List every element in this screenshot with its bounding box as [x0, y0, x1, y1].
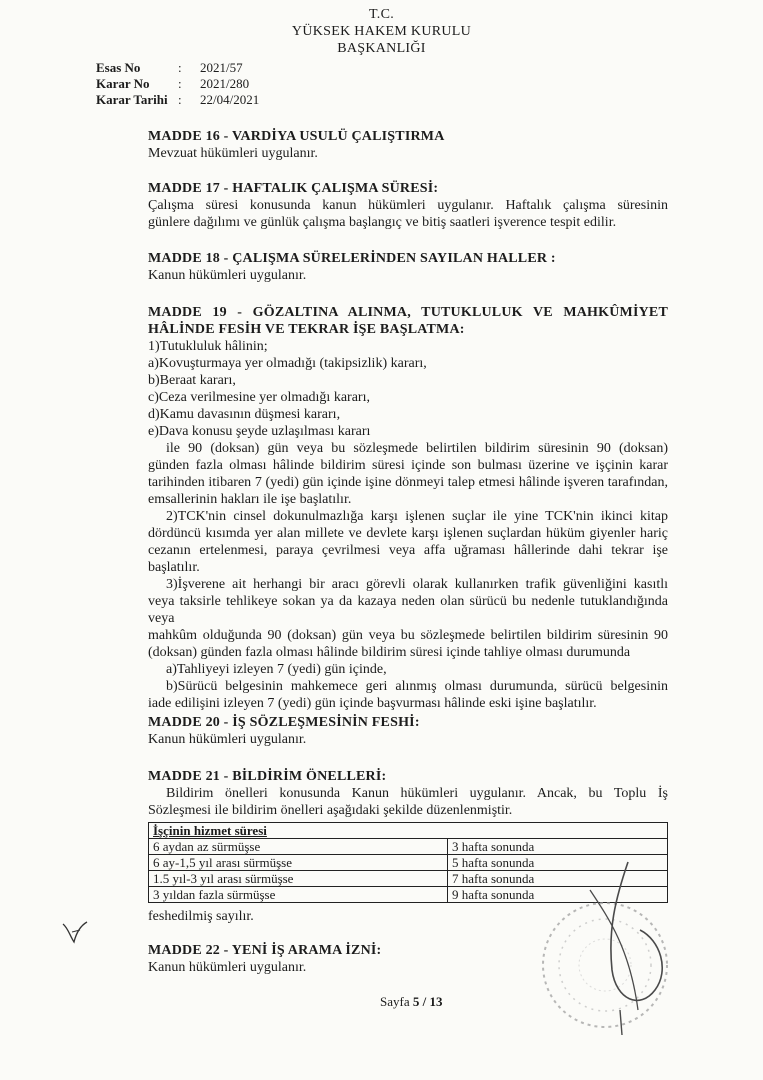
page-label: Sayfa [380, 994, 410, 1009]
meta-value: 2021/280 [200, 76, 250, 91]
meta-value: 2021/57 [200, 60, 243, 75]
header-tc: T.C. [368, 7, 395, 22]
meta-value: 22/04/2021 [200, 92, 260, 107]
page-count: 5 / 13 [412, 994, 443, 1009]
table-cell: 6 aydan az sürmüşse [149, 839, 448, 855]
article-line: 3)İşverene ait herhangi bir aracı görevli olarak kullanırken trafik güvenliğini kasıtlı [166, 577, 668, 592]
article-body: Kanun hükümleri uygulanır. [148, 268, 307, 283]
table-row [149, 839, 668, 855]
article-21 [148, 768, 668, 819]
article-title: MADDE 19 - GÖZALTINA ALINMA, TUTUKLULUK VE MAHKÛMİYET [148, 305, 668, 320]
table-after-text: feshedilmiş sayılır. [148, 909, 254, 924]
article-body-line: Çalışma süresi konusunda kanun hükümleri uygulanır. Haftalık çalışma süresinin [148, 198, 668, 213]
article-body-line: Sözleşmesi ile bildirim önelleri aşağıdaki şekilde düzenlenmiştir. [148, 803, 513, 818]
article-line: 2)TCK'nin cinsel dokunulmazlığa karşı işlenen suçlar ile yine TCK'nin ikinci kitap [166, 509, 668, 524]
table-cell: 5 hafta sonunda [448, 855, 668, 871]
article-body-line: Bildirim önelleri konusunda Kanun hükümleri uygulanır. Ancak, bu Toplu İş [166, 786, 668, 801]
article-line: dördüncü kısımda yer alan millete ve devlete karşı işlenen suçlardan hüküm giyenler hariç [148, 526, 668, 541]
header-presidency: BAŞKANLIĞI [337, 41, 426, 56]
table-cell: 3 hafta sonunda [448, 839, 668, 855]
meta-row-karar [96, 76, 259, 92]
article-line: ile 90 (doksan) gün veya bu sözleşmede belirtilen bildirim süresinin 90 (doksan) [166, 441, 668, 456]
meta-colon: : [178, 92, 182, 107]
article-line: 1)Tutukluluk hâlinin; [148, 339, 268, 354]
article-20 [148, 714, 668, 748]
article-title: MADDE 16 - VARDİYA USULÜ ÇALIŞTIRMA [148, 129, 445, 144]
initials-signature-icon [60, 918, 90, 948]
article-19 [148, 304, 668, 712]
article-16 [148, 128, 668, 162]
meta-colon: : [178, 76, 182, 91]
header-institution: YÜKSEK HAKEM KURULU [291, 24, 472, 39]
article-line: b)Beraat kararı, [148, 373, 236, 388]
article-body-line: günlere dağılımı ve günlük çalışma başlangıç ve bitiş saatleri işverence tespit edilir. [148, 215, 617, 230]
article-17 [148, 180, 668, 231]
meta-row-esas [96, 60, 259, 76]
article-line: emsallerinin hakları ile işe başlatılır. [148, 492, 352, 507]
table-header-row [149, 823, 668, 839]
article-line: c)Ceza verilmesine yer olmadığı kararı, [148, 390, 370, 405]
article-line: günden fazla olması hâlinde bildirim süresi içinde son bulması üzerine ve işçinin karar [148, 458, 668, 473]
case-meta [96, 60, 259, 108]
article-line: a)Kovuşturmaya yer olmadığı (takipsizlik) kararı, [148, 356, 427, 371]
article-line: iade edilişini izleyen 7 (yedi) gün içinde başvurması hâlinde eski işine başlatılır. [148, 696, 597, 711]
article-title: MADDE 21 - BİLDİRİM ÖNELLERİ: [148, 769, 387, 784]
article-body: Mevzuat hükümleri uygulanır. [148, 146, 318, 161]
article-title: MADDE 17 - HAFTALIK ÇALIŞMA SÜRESİ: [148, 181, 439, 196]
article-line: d)Kamu davasının düşmesi kararı, [148, 407, 341, 422]
page-number [380, 994, 442, 1010]
article-body: Kanun hükümleri uygulanır. [148, 732, 307, 747]
article-line: cezanın ertelenmesi, paraya çevrilmesi veya affa uğraması hâllerinde dahi tekrar işe başlatılır. [148, 543, 668, 575]
article-title: MADDE 20 - İŞ SÖZLEŞMESİNİN FESHİ: [148, 715, 420, 730]
stamp-seal-icon [520, 860, 690, 1055]
meta-key: Karar Tarihi [96, 92, 168, 107]
meta-row-tarih [96, 92, 259, 108]
table-header-cell: İşçinin hizmet süresi [149, 823, 668, 839]
article-body: Kanun hükümleri uygulanır. [148, 960, 307, 975]
article-line: veya taksirle tehlikeye sokan ya da kazaya neden olan sürücü bu nedenle tutuklandığında veya [148, 594, 668, 626]
meta-colon: : [178, 60, 182, 75]
article-line: a)Tahliyeyi izleyen 7 (yedi) gün içinde, [166, 662, 387, 677]
table-cell: 6 ay-1,5 yıl arası sürmüşse [149, 855, 448, 871]
table-cell: 7 hafta sonunda [448, 871, 668, 887]
table-cell: 1.5 yıl-3 yıl arası sürmüşse [149, 871, 448, 887]
article-line: e)Dava konusu şeyde uzlaşılması kararı [148, 424, 371, 439]
article-line: b)Sürücü belgesinin mahkemece geri alınmış olması durumunda, sürücü belgesinin [166, 679, 668, 694]
article-line: mahkûm olduğunda 90 (doksan) gün veya bu sözleşmede belirtilen bildirim süresinin 90 [148, 628, 668, 643]
meta-key: Karar No [96, 76, 150, 91]
article-title: MADDE 22 - YENİ İŞ ARAMA İZNİ: [148, 943, 382, 958]
meta-key: Esas No [96, 60, 141, 75]
article-line: tarihinden itibaren 7 (yedi) gün içinde işine dönmeyi talep etmesi hâlinde işveren tarafından, [148, 475, 668, 490]
article-line: (doksan) günden fazla olması hâlinde bildirim süresi içinde tahliye olması durumunda [148, 645, 631, 660]
article-title-cont: HÂLİNDE FESİH VE TEKRAR İŞE BAŞLATMA: [148, 322, 465, 337]
table-cell: 3 yıldan fazla sürmüşse [149, 887, 448, 903]
article-18 [148, 250, 668, 284]
table-cell: 9 hafta sonunda [448, 887, 668, 903]
article-title: MADDE 18 - ÇALIŞMA SÜRELERİNDEN SAYILAN HALLER : [148, 251, 556, 266]
